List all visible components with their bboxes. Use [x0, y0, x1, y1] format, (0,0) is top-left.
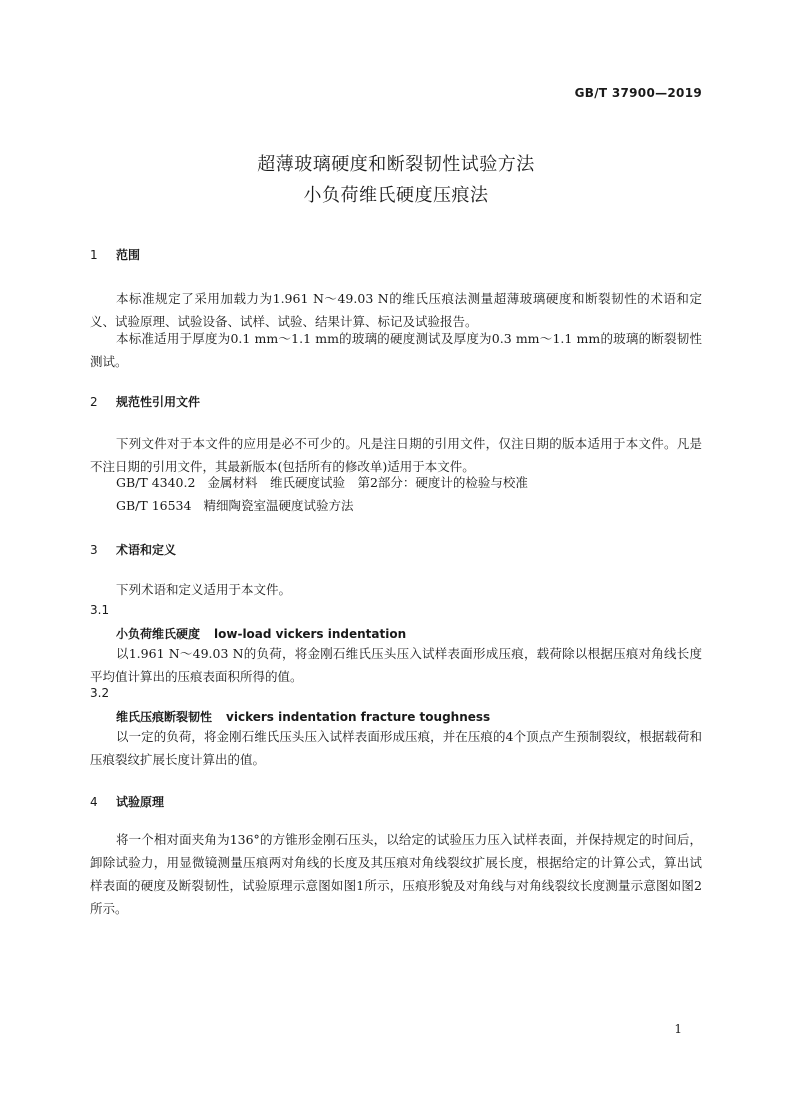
reference-code: GB/T 4340.2	[116, 475, 196, 490]
reference-title: 精细陶瓷室温硬度试验方法	[203, 498, 354, 513]
page-number: 1	[674, 1022, 682, 1036]
term-3-1-number: 3.1	[90, 603, 110, 617]
term-3-1-definition: 以1.961 N～49.03 N的负荷，将金刚石维氏压头压入试样表面形成压痕，载荷除以根据压痕对角线长度平均值计算出的压痕表面积所得的值。	[90, 646, 702, 684]
section-title: 试验原理	[116, 795, 165, 809]
section-4-paragraph-1: 将一个相对面夹角为136°的方锥形金刚石压头，以给定的试验压力压入试样表面，并保持规定的时间后，卸除试验力，用显微镜测量压痕两对角线的长度及其压痕对角线裂纹扩展长度，根据给定的计算公式，算出试样表面的硬度及断裂韧性，试验原理示意图如图1所示，压痕形貌及对角线与对角线裂纹长度测量示意图如图2所示。	[90, 832, 702, 916]
term-3-2-number: 3.2	[90, 686, 110, 700]
document-title-line2: 小负荷维氏硬度压痕法	[303, 185, 489, 206]
section-number: 3	[90, 543, 98, 557]
section-title: 规范性引用文件	[116, 395, 201, 409]
term-english: vickers indentation fracture toughness	[226, 710, 491, 724]
reference-title: 金属材料 维氏硬度试验 第2部分：硬度计的检验与校准	[207, 475, 528, 490]
term-chinese: 小负荷维氏硬度	[116, 627, 201, 641]
section-2-paragraph-1: 下列文件对于本文件的应用是必不可少的。凡是注日期的引用文件，仅注日期的版本适用于本文件。凡是不注日期的引用文件，其最新版本(包括所有的修改单)适用于本文件。	[90, 436, 702, 474]
term-3-2-heading	[116, 708, 490, 725]
section-1-paragraph-2: 本标准适用于厚度为0.1 mm～1.1 mm的玻璃的硬度测试及厚度为0.3 mm～1.1 mm的玻璃的断裂韧性测试。	[90, 331, 702, 369]
term-3-2-definition: 以一定的负荷，将金刚石维氏压头压入试样表面形成压痕，并在压痕的4个顶点产生预制裂纹，根据载荷和压痕裂纹扩展长度计算出的值。	[90, 729, 702, 767]
term-english: low-load vickers indentation	[214, 627, 407, 641]
section-number: 2	[90, 395, 98, 409]
section-3-intro: 下列术语和定义适用于本文件。	[116, 582, 292, 597]
section-number: 4	[90, 795, 98, 809]
section-4-heading	[90, 793, 164, 810]
standard-code: GB/T 37900—2019	[574, 86, 702, 100]
section-title: 范围	[116, 248, 141, 262]
normative-reference-2	[116, 496, 353, 516]
section-title: 术语和定义	[116, 543, 177, 557]
section-1-heading	[90, 246, 140, 263]
term-3-1-heading	[116, 625, 406, 642]
reference-code: GB/T 16534	[116, 498, 192, 513]
section-1-paragraph-1: 本标准规定了采用加载力为1.961 N～49.03 N的维氏压痕法测量超薄玻璃硬度和断裂韧性的术语和定义、试验原理、试验设备、试样、试验、结果计算、标记及试验报告。	[90, 291, 702, 329]
section-2-heading	[90, 393, 200, 410]
section-number: 1	[90, 248, 98, 262]
section-3-heading	[90, 541, 176, 558]
term-chinese: 维氏压痕断裂韧性	[116, 710, 213, 724]
normative-reference-1	[116, 473, 528, 493]
document-title-line1: 超薄玻璃硬度和断裂韧性试验方法	[257, 154, 535, 175]
